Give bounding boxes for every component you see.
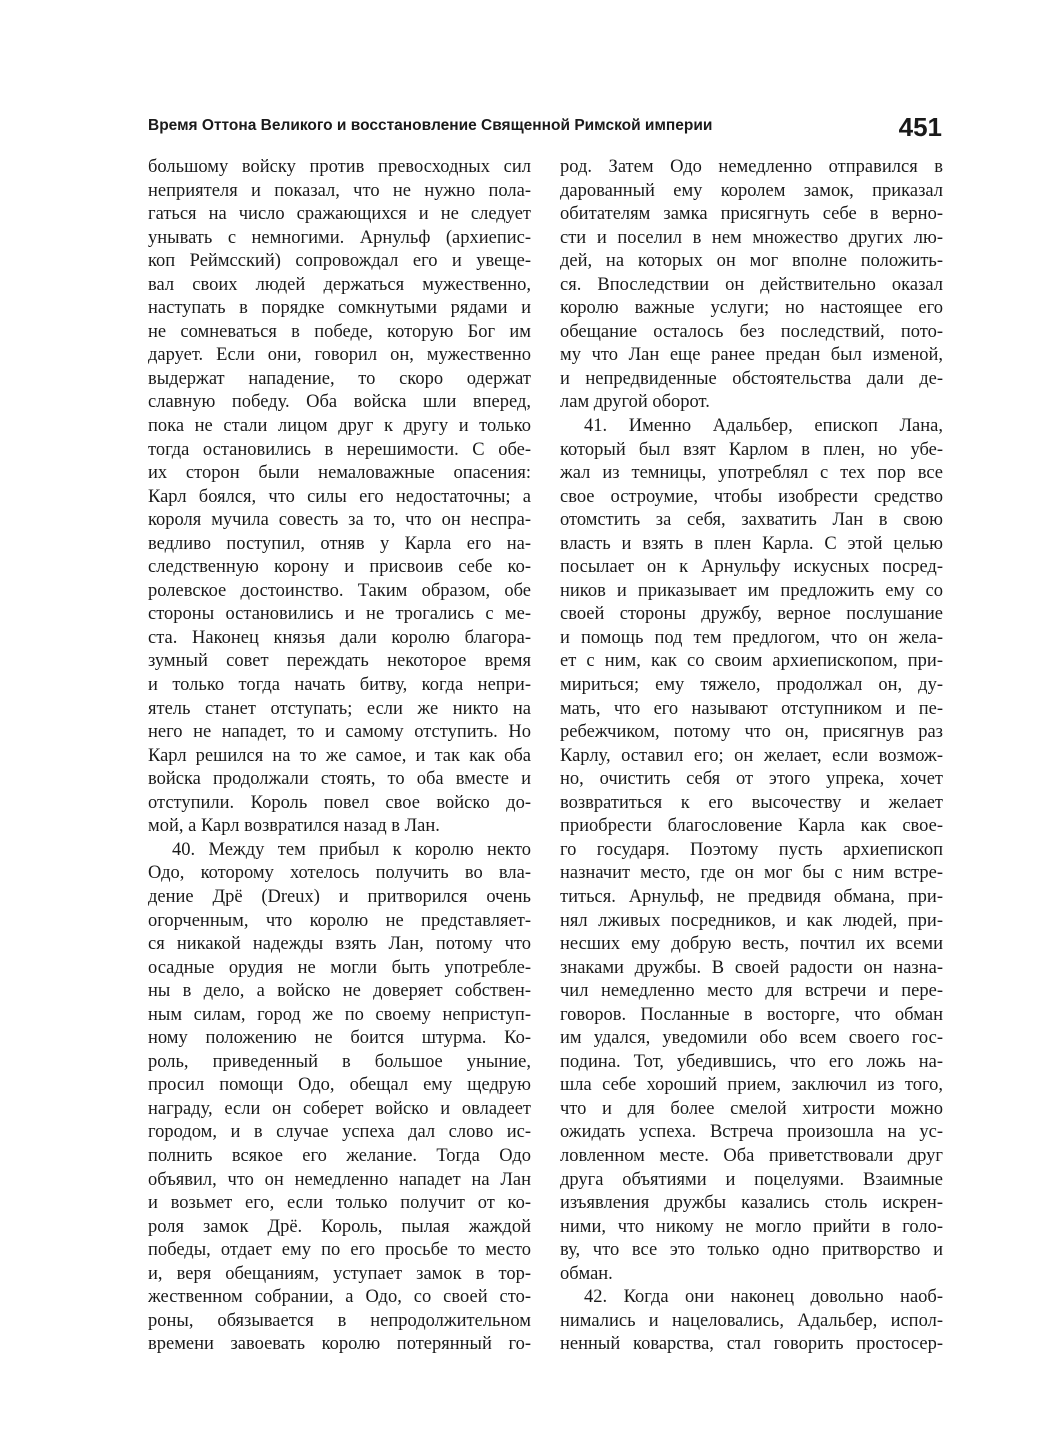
text-line: ву, что все это только одно притворство и <box>560 1240 943 1261</box>
text-line: ся. Впоследствии он действительно оказал <box>560 274 943 295</box>
text-line: огорченным, что королю не представляет- <box>148 910 531 931</box>
text-line: мой, а Карл возвратился назад в Лан. <box>148 816 440 837</box>
text-line: который был взят Карлом в плен, но убе- <box>560 439 943 460</box>
text-line: Карлу, оставил его; он желает, если возмож- <box>560 745 943 766</box>
text-line: приобрести благословение Карла как свое- <box>560 816 943 837</box>
text-line: своей стороны дружбу, верное послушание <box>560 604 943 625</box>
text-line: ловленном месте. Оба приветствовали друг <box>560 1145 943 1166</box>
text-line: унывать с немногими. Арнульф (архиепис- <box>148 227 531 248</box>
text-line: городом, и в случае успеха дал слово ис- <box>148 1122 531 1143</box>
text-line: нимались и нацеловались, Адальбер, испол- <box>560 1310 943 1331</box>
text-column-right <box>560 156 943 1357</box>
text-line: обещание осталось без последствий, пото- <box>560 321 943 342</box>
text-line: жественном собрании, а Одо, со своей сто- <box>148 1287 531 1308</box>
text-line: ожидать успеха. Встреча произошла на ус- <box>560 1122 943 1143</box>
text-line: короля мучила совесть за то, что он неспра- <box>148 510 531 531</box>
text-line: ны в дело, а войско не доверяет собствен- <box>148 981 531 1002</box>
text-line: зумный совет переждать некоторое время <box>148 651 531 672</box>
text-line: их сторон были немаловажные опасения: <box>148 463 531 484</box>
text-line: обман. <box>560 1263 613 1284</box>
text-line: ребежчиком, потому что он, присягнув раз <box>560 722 943 743</box>
text-line: роля замок Дрё. Король, пылая жаждой <box>148 1216 531 1237</box>
text-line: изъявления дружбы казались столь искрен- <box>560 1193 943 1214</box>
text-line: наступать в порядке сомкнутыми рядами и <box>148 298 531 319</box>
text-line: просил помощи Одо, обещал ему щедрую <box>148 1075 531 1096</box>
text-line: жал из темницы, употреблял с тех пор все <box>560 463 943 484</box>
text-line: говоров. Посланные в восторге, что обман <box>560 1004 943 1025</box>
text-line: Карл решился на то же самое, и так как оба <box>148 745 531 766</box>
text-line: ведливо поступил, отняв у Карла его на- <box>148 533 531 554</box>
text-line: отступили. Король повел свое войско до- <box>148 792 531 813</box>
text-line: ным силам, город же по своему неприступ- <box>148 1004 531 1025</box>
text-line: отомстить за себя, захватить Лан в свою <box>560 510 943 531</box>
text-line: не сомневаться в победе, которую Бог им <box>148 321 531 342</box>
text-line: времени завоевать королю потерянный го- <box>148 1334 531 1355</box>
text-line: посылает он к Арнульфу искусных посред- <box>560 557 943 578</box>
text-line: объявил, что он немедленно нападет на Лан <box>148 1169 531 1190</box>
text-line: друга объятиями и поцелуями. Взаимные <box>560 1169 943 1190</box>
text-line: род. Затем Одо немедленно отправился в <box>560 157 943 177</box>
text-line: возвратиться к его высочеству и желает <box>560 792 943 813</box>
text-line: ста. Наконец князья дали королю благора- <box>148 627 531 648</box>
text-line: ет с ним, как со своим архиепископом, при- <box>560 651 943 672</box>
text-line: гаться на число сражающихся и не следует <box>148 204 531 225</box>
text-line: королю важные услуги; но настоящее его <box>560 298 943 319</box>
text-line: неприятеля и показал, что не нужно пола- <box>148 180 531 201</box>
text-line: и непредвиденные обстоятельства дали де- <box>560 368 943 389</box>
text-line: ся никакой надежды взять Лан, потому что <box>148 934 531 955</box>
text-line: дей, на которых он мог вполне положить- <box>560 251 943 272</box>
text-line: сти и поселил в нем множество других лю- <box>560 227 943 248</box>
text-line: дарованный ему королем замок, приказал <box>560 180 943 201</box>
text-line: него не нападет, то и самому отступить. Но <box>148 722 531 743</box>
text-line: 40. Между тем прибыл к королю некто <box>172 839 531 860</box>
text-line: ролевское достоинство. Таким образом, обе <box>148 580 531 601</box>
text-line: и помощь под тем предлогом, что он жела- <box>560 627 943 648</box>
text-line: титься. Арнульф, не предвидя обмана, при- <box>560 886 943 907</box>
text-line: следственную корону и присвоив себе ко- <box>148 557 531 578</box>
text-line: ному положению не боится штурма. Ко- <box>148 1028 531 1049</box>
text-line: победы, отдает ему по его просьбе то место <box>148 1240 531 1261</box>
text-line: ятель станет отступать; если же никто на <box>148 698 531 719</box>
text-line: шла себе хороший прием, заключил из того, <box>560 1075 943 1096</box>
text-line: коп Реймсский) сопровождал его и увеще- <box>148 251 531 272</box>
text-line: им удался, уведомили обо всем своего гос- <box>560 1028 943 1049</box>
text-line: осадные орудия не могли быть употребле- <box>148 957 531 978</box>
running-title: Время Оттона Великого и восстановление Священной Римской империи <box>148 117 713 134</box>
text-line: дарует. Если они, говорил он, мужественно <box>148 345 531 366</box>
text-line: но, очистить себя от этого упрека, хочет <box>560 769 943 790</box>
text-line: награду, если он соберет войско и овладеет <box>148 1098 531 1119</box>
text-line: обитателям замка присягнуть себе в верно- <box>560 204 943 225</box>
text-line: свое остроумие, чтобы изобрести средство <box>560 486 943 507</box>
text-line: выдержат нападение, то скоро одержат <box>148 368 531 389</box>
text-column-left <box>148 156 531 1357</box>
text-line: войска продолжали стоять, то оба вместе и <box>148 769 531 790</box>
text-line: мириться; ему тяжело, продолжал он, ду- <box>560 675 943 696</box>
text-line: несших ему добрую весть, почтил их всеми <box>560 934 943 955</box>
text-line: роль, приведенный в большое уныние, <box>148 1051 531 1072</box>
text-line: назначит место, где он мог бы с ним встре- <box>560 863 943 884</box>
text-line: и, веря обещаниям, уступает замок в тор- <box>148 1263 531 1284</box>
text-line: вал своих людей держаться мужественно, <box>148 274 531 295</box>
page-number: 451 <box>898 112 942 142</box>
text-line: полнить всякое его желание. Тогда Одо <box>148 1145 531 1166</box>
text-line: Карл боялся, что силы его недостаточны; а <box>148 486 531 507</box>
text-line: большому войску против превосходных сил <box>148 157 531 177</box>
text-line: что и для более смелой хитрости можно <box>560 1098 943 1119</box>
text-line: нял лживых посредников, и как людей, при- <box>560 910 943 931</box>
text-line: Одо, которому хотелось получить во вла- <box>148 863 531 884</box>
text-line: власть и взять в плен Карла. С этой целью <box>560 533 943 554</box>
text-line: и только тогда начать битву, когда непри- <box>148 675 531 696</box>
text-line: роны, обязывается в непродолжительном <box>148 1310 531 1331</box>
text-line: ников и приказывает им предложить ему со <box>560 580 943 601</box>
text-line: дение Дрё (Dreux) и притворился очень <box>148 886 531 907</box>
text-line: ними, что никому не могло прийти в голо- <box>560 1216 943 1237</box>
text-line: ненный коварства, стал говорить простосер- <box>560 1334 943 1355</box>
text-line: 41. Именно Адальбер, епископ Лана, <box>584 416 943 437</box>
text-line: лам другой оборот. <box>560 392 710 413</box>
text-line: тогда остановились в нерешимости. С обе- <box>148 439 531 460</box>
text-line: му что Лан еще ранее предан был изменой, <box>560 345 943 366</box>
text-line: подина. Тот, убедившись, что его ложь на- <box>560 1051 943 1072</box>
text-line: славную победу. Оба войска шли вперед, <box>148 392 531 413</box>
text-line: чил немедленно место для встречи и пере- <box>560 981 943 1002</box>
text-line: го государя. Поэтому пусть архиепископ <box>560 839 943 860</box>
text-line: мать, что его называют отступником и пе- <box>560 698 943 719</box>
text-line: пока не стали лицом друг к другу и только <box>148 416 531 437</box>
text-line: стороны остановились и не трогались с ме- <box>148 604 531 625</box>
text-line: 42. Когда они наконец довольно наоб- <box>584 1287 943 1308</box>
text-line: и возьмет его, если только получит от ко- <box>148 1193 531 1214</box>
text-line: знаками дружбы. В своей радости он назна- <box>560 957 943 978</box>
